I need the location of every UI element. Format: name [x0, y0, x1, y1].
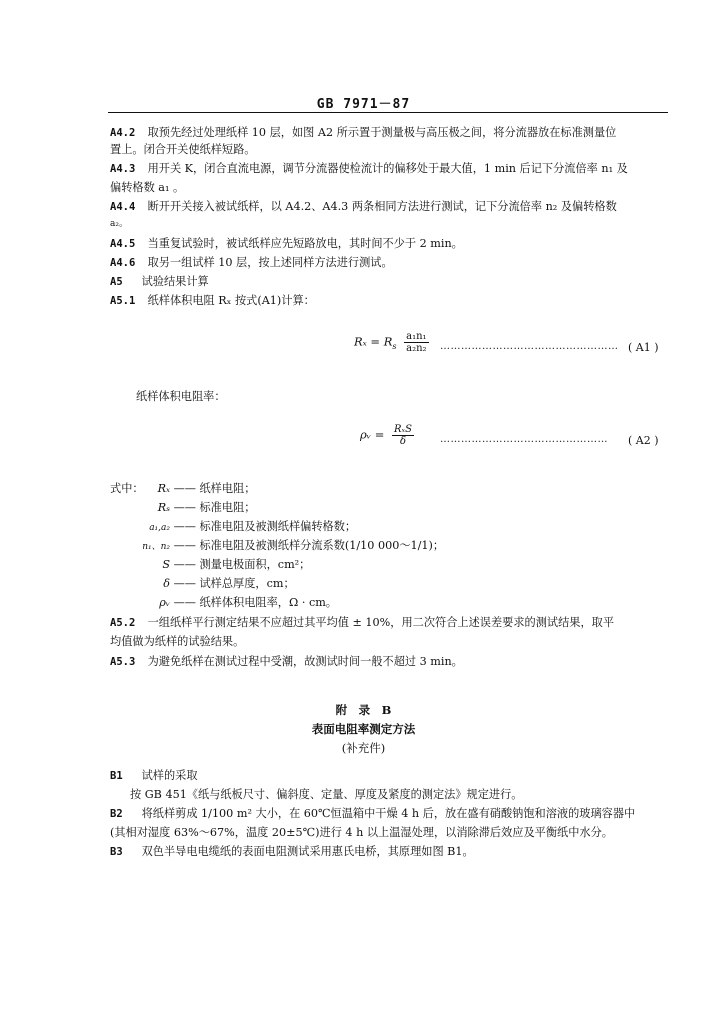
definition-row	[130, 481, 255, 496]
clause-text: 用开关 K，闭合直流电源，调节分流器使检流计的偏移处于最大值，1 min 后记下分流倍率 n₁ 及	[147, 162, 628, 175]
definition-text: —— 标准电阻；	[173, 501, 256, 514]
clause-a4-4-cont: a₂。	[110, 219, 128, 229]
clause-number: B3	[110, 846, 123, 858]
clause-number: A4.5	[110, 238, 136, 250]
definition-row	[130, 500, 255, 515]
appendix-title: 表面电阻率测定方法	[311, 722, 416, 736]
clause-text: 将纸样剪成 1/100 m² 大小，在 60℃恒温箱中干燥 4 h 后，放在盛有硝酸钠饱和溶液的玻璃容器中	[141, 807, 636, 820]
clause-text: 断开开关接入被试纸样，以 A4.2、A4.3 两条相同方法进行测试，记下分流倍率 n₂ 及偏转格数	[147, 200, 617, 213]
clause-text: 当重复试验时，被试纸样应先短路放电，其时间不少于 2 min。	[147, 237, 463, 250]
clause-number: A5.2	[110, 617, 136, 629]
formula-denominator: a₂n₂	[406, 343, 427, 354]
clause-number: A5.1	[110, 295, 136, 307]
clause-number: A4.6	[110, 257, 136, 269]
clause-text: 试样的采取	[141, 769, 198, 782]
clause-text: 试验结果计算	[141, 275, 209, 288]
clause-number: A5	[110, 276, 123, 288]
clause-number: A4.4	[110, 201, 136, 213]
clause-a5-2	[110, 615, 614, 631]
formula-a2	[360, 424, 418, 447]
definition-row	[130, 538, 444, 555]
clause-text: 为避免纸样在测试过程中受潮，故测试时间一般不超过 3 min。	[147, 655, 463, 668]
formula-a2-leader: …………………………………………	[440, 434, 608, 445]
formula-subscript: s	[392, 341, 397, 351]
clause-a5	[110, 274, 209, 290]
definition-text: —— 标准电阻及被测纸样分流系数(1/10 000～1/1)；	[173, 539, 445, 552]
clause-a4-3	[110, 161, 628, 177]
clause-a5-1	[110, 293, 315, 309]
definition-symbol: n₁、n₂	[142, 542, 170, 552]
definition-symbol: S	[162, 558, 170, 571]
clause-a4-3-cont: 偏转格数 a₁ 。	[110, 181, 185, 194]
definition-text: —— 标准电阻及被测纸样偏转格数；	[173, 520, 357, 533]
clause-text: 一组纸样平行测定结果不应超过其平均值 ± 10%，用二次符合上述误差要求的测试结果，取平	[147, 616, 615, 629]
definition-symbol: δ	[163, 577, 170, 590]
definition-symbol: Rₛ	[157, 501, 170, 514]
clause-b3	[110, 844, 474, 860]
clause-text: 取预先经过处理纸样 10 层，如图 A2 所示置于测量极与高压极之间，将分流器放在标准测量位	[147, 126, 617, 139]
formula-a1-leader: ……………………………………………	[440, 341, 619, 352]
where-label: 式中：	[110, 482, 144, 495]
clause-a5-2-cont: 均值做为纸样的试验结果。	[110, 635, 245, 648]
formula-lhs: ρᵥ =	[360, 427, 385, 442]
clause-text: 纸样体积电阻 Rₓ 按式(A1)计算：	[147, 294, 315, 307]
clause-number: B1	[110, 770, 123, 782]
formula-a2-tag: ( A2 )	[628, 434, 659, 447]
standard-code-header: GB 7971－87	[316, 97, 411, 112]
formula-a1-tag: ( A1 )	[628, 341, 659, 354]
formula-numerator: a₁n₁	[406, 331, 427, 342]
definition-text: —— 纸样电阻；	[173, 482, 256, 495]
formula-a1	[354, 331, 433, 354]
clause-a4-2-cont: 置上。闭合开关使纸样短路。	[110, 143, 256, 156]
clause-a4-2	[110, 125, 616, 141]
appendix-label: 附 录 B	[335, 703, 392, 717]
definition-symbol: ρᵥ	[159, 596, 170, 609]
clause-number: A4.2	[110, 127, 136, 139]
clause-a4-5	[110, 236, 463, 252]
definition-row	[130, 557, 310, 572]
clause-b2	[110, 806, 635, 822]
resistivity-label: 纸样体积电阻率：	[136, 390, 226, 403]
clause-a4-6	[110, 255, 393, 271]
formula-lhs: Rₓ = R	[354, 334, 393, 349]
formula-fraction	[392, 424, 414, 447]
definition-text: —— 纸样体积电阻率，Ω · cm。	[173, 596, 337, 609]
definition-row	[130, 595, 337, 610]
appendix-subtitle: (补充件)	[341, 741, 386, 755]
clause-b1-body: 按 GB 451《纸与纸板尺寸、偏斜度、定量、厚度及紧度的测定法》规定进行。	[130, 788, 523, 801]
formula-numerator: RₓS	[394, 424, 412, 435]
definition-row	[130, 576, 295, 591]
formula-denominator: δ	[399, 436, 406, 447]
definition-row	[130, 519, 356, 536]
formula-fraction	[404, 331, 428, 354]
definition-symbol: Rₓ	[157, 482, 170, 495]
clause-a5-3	[110, 654, 463, 670]
clause-text: 双色半导电电缆纸的表面电阻测试采用惠氏电桥，其原理如图 B1。	[141, 845, 474, 858]
definition-text: —— 测量电极面积，cm²；	[173, 558, 311, 571]
definition-symbol: a₁,a₂	[149, 523, 170, 533]
clause-text: 取另一组试样 10 层，按上述同样方法进行测试。	[147, 256, 393, 269]
clause-number: A5.3	[110, 656, 136, 668]
clause-a4-4	[110, 199, 617, 215]
definition-text: —— 试样总厚度，cm；	[173, 577, 295, 590]
header-rule	[108, 112, 668, 113]
clause-number: A4.3	[110, 163, 136, 175]
clause-b2-cont: (其相对湿度 63%～67%，温度 20±5℃)进行 4 h 以上温湿处理，以消除滞后效应及平衡纸中水分。	[110, 826, 613, 839]
clause-number: B2	[110, 808, 123, 820]
clause-b1	[110, 768, 198, 784]
